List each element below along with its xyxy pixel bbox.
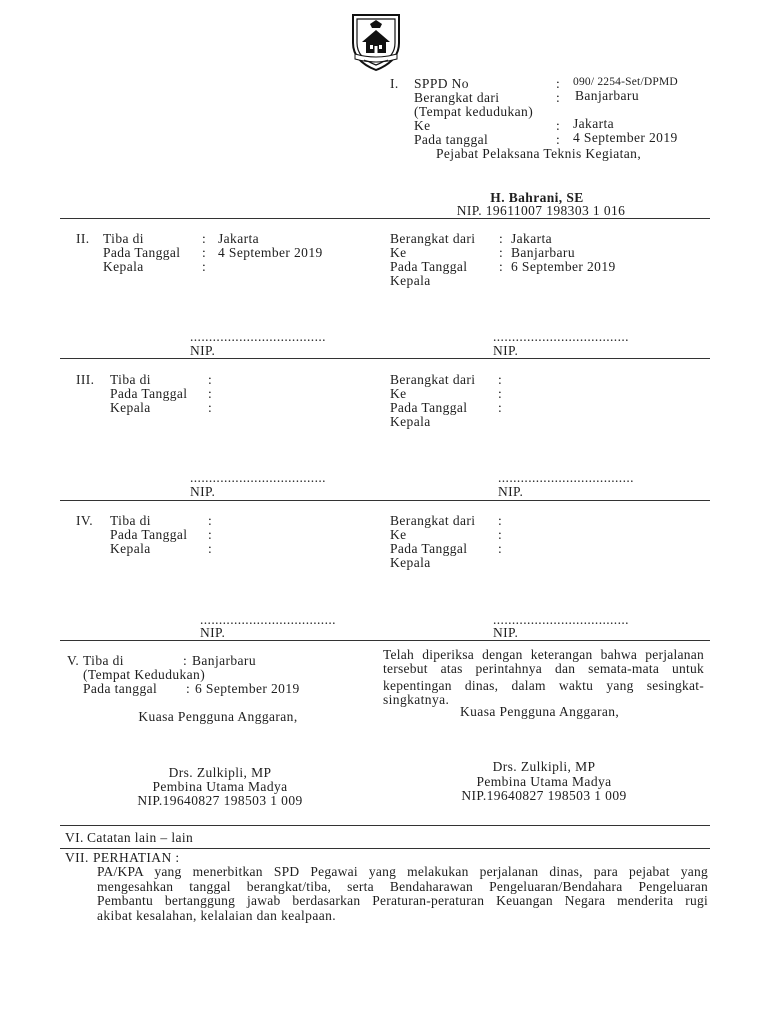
authority-title: Kuasa Pengguna Anggaran, <box>138 709 298 724</box>
separator: : <box>208 372 213 387</box>
depart-label: Berangkat dari <box>390 513 476 528</box>
depart-date: 6 September 2019 <box>511 259 616 274</box>
depart-date-label: Pada Tanggal <box>390 259 468 274</box>
separator: : <box>498 527 503 542</box>
separator: : <box>498 513 503 528</box>
section-3-number: III. <box>76 372 95 387</box>
signer-rank: Pembina Utama Madya <box>152 779 288 794</box>
arrive-date-label: Pada Tanggal <box>103 245 181 260</box>
verifier-title: Kuasa Pengguna Anggaran, <box>460 704 620 719</box>
separator: : <box>183 653 188 668</box>
section-7-number: VII. <box>65 850 89 865</box>
verification-text-line: Telah diperiksa dengan keterangan bahwa perjalanan <box>383 647 704 662</box>
depart-from-value: Banjarbaru <box>575 88 639 103</box>
return-arrive-place: Banjarbaru <box>192 653 256 668</box>
depart-from-label: Berangkat dari <box>414 90 500 105</box>
depart-head-label: Kepala <box>390 273 431 288</box>
attention-text-line: mengesahkan tanggal berangkat/tiba, serta Bendaharawan Pengeluaran/Bendahara Pengeluaran <box>97 879 708 894</box>
signature-dots: .................................... <box>498 470 634 485</box>
depart-head-label: Kepala <box>390 414 431 429</box>
nip-label: NIP. <box>200 625 226 640</box>
separator: : <box>208 527 213 542</box>
section-6-number: VI. <box>65 830 84 845</box>
separator: : <box>186 681 191 696</box>
section-divider <box>60 848 710 849</box>
depart-date-label: Pada Tanggal <box>390 400 468 415</box>
nip-label: NIP. <box>190 343 216 358</box>
separator: : <box>499 259 504 274</box>
section-divider <box>60 358 710 359</box>
separator: : <box>556 90 561 105</box>
attention-text-line: PA/KPA yang menerbitkan SPD Pegawai yang melakukan perjalanan dinas, para pejabat yang <box>97 864 708 879</box>
verification-text-line: kepentingan dinas, dalam waktu yang sesingkat- <box>383 678 704 693</box>
return-date-label: Pada tanggal <box>83 681 158 696</box>
separator: : <box>202 231 207 246</box>
section-2-number: II. <box>76 231 90 246</box>
depart-label: Berangkat dari <box>390 372 476 387</box>
arrive-date-label: Pada Tanggal <box>110 527 188 542</box>
arrive-label: Tiba di <box>103 231 144 246</box>
next-label: Ke <box>390 245 407 260</box>
arrive-label: Tiba di <box>110 372 151 387</box>
separator: : <box>498 372 503 387</box>
departure-date-value: 4 September 2019 <box>573 130 678 145</box>
arrive-date: 4 September 2019 <box>218 245 323 260</box>
separator: : <box>556 132 561 147</box>
signature-dots: .................................... <box>493 329 629 344</box>
official-nip: NIP. 19611007 198303 1 016 <box>456 203 626 218</box>
arrive-place: Jakarta <box>218 231 260 246</box>
section-1-number: I. <box>390 76 399 91</box>
return-date: 6 September 2019 <box>195 681 300 696</box>
depart-label: Berangkat dari <box>390 231 476 246</box>
separator: : <box>556 118 561 133</box>
attention-text-line: akibat kesalahan, kelalaian dan kealpaan. <box>97 908 337 923</box>
signature-dots: .................................... <box>200 612 336 627</box>
return-arrive-label: Tiba di <box>83 653 124 668</box>
verifier-name: Drs. Zulkipli, MP <box>492 759 596 774</box>
official-title: Pejabat Pelaksana Teknis Kegiatan, <box>436 146 642 161</box>
separator: : <box>208 386 213 401</box>
separator: : <box>498 541 503 556</box>
separator: : <box>202 245 207 260</box>
separator: : <box>208 400 213 415</box>
next-place: Banjarbaru <box>511 245 575 260</box>
nip-label: NIP. <box>493 343 519 358</box>
separator: : <box>499 231 504 246</box>
arrive-date-label: Pada Tanggal <box>110 386 188 401</box>
signature-dots: .................................... <box>190 470 326 485</box>
section-divider <box>60 640 710 641</box>
nip-label: NIP. <box>493 625 519 640</box>
depart-date-label: Pada Tanggal <box>390 541 468 556</box>
official-name: H. Bahrani, SE <box>490 190 584 205</box>
return-home-base-note: (Tempat Kedudukan) <box>83 667 206 682</box>
arrive-label: Tiba di <box>110 513 151 528</box>
section-divider <box>60 218 710 219</box>
sppd-no-value: 090/ 2254-Set/DPMD <box>573 76 678 88</box>
next-label: Ke <box>390 527 407 542</box>
depart-place: Jakarta <box>511 231 553 246</box>
verification-text-line: tersebut atas perintahnya dan semata-mata untuk <box>383 661 704 676</box>
next-label: Ke <box>390 386 407 401</box>
signature-dots: .................................... <box>190 329 326 344</box>
nip-label: NIP. <box>190 484 216 499</box>
head-label: Kepala <box>110 400 151 415</box>
section-4-number: IV. <box>76 513 94 528</box>
section-divider <box>60 825 710 826</box>
section-5-number: V. <box>67 653 80 668</box>
separator: : <box>208 541 213 556</box>
head-label: Kepala <box>103 259 144 274</box>
attention-text-line: Pembantu bertanggung jawab berdasarkan Peraturan-peraturan Keuangan Negara menderita rugi <box>97 893 708 908</box>
verifier-rank: Pembina Utama Madya <box>476 774 612 789</box>
separator: : <box>499 245 504 260</box>
separator: : <box>208 513 213 528</box>
separator: : <box>498 386 503 401</box>
separator: : <box>498 400 503 415</box>
separator: : <box>556 76 561 91</box>
signer-nip: NIP.19640827 198503 1 009 <box>137 793 303 808</box>
sppd-no-label: SPPD No <box>414 76 469 91</box>
verification-text-line: singkatnya. <box>383 692 450 707</box>
notes-label: Catatan lain – lain <box>87 830 194 845</box>
destination-label: Ke <box>414 118 431 133</box>
depart-head-label: Kepala <box>390 555 431 570</box>
attention-label: PERHATIAN : <box>93 850 180 865</box>
home-base-note: (Tempat kedudukan) <box>414 104 534 119</box>
destination-value: Jakarta <box>573 116 615 131</box>
signature-dots: .................................... <box>493 612 629 627</box>
section-divider <box>60 500 710 501</box>
regional-emblem-logo <box>350 12 402 72</box>
signer-name: Drs. Zulkipli, MP <box>168 765 272 780</box>
separator: : <box>202 259 207 274</box>
head-label: Kepala <box>110 541 151 556</box>
departure-date-label: Pada tanggal <box>414 132 489 147</box>
verifier-nip: NIP.19640827 198503 1 009 <box>461 788 627 803</box>
nip-label: NIP. <box>498 484 524 499</box>
